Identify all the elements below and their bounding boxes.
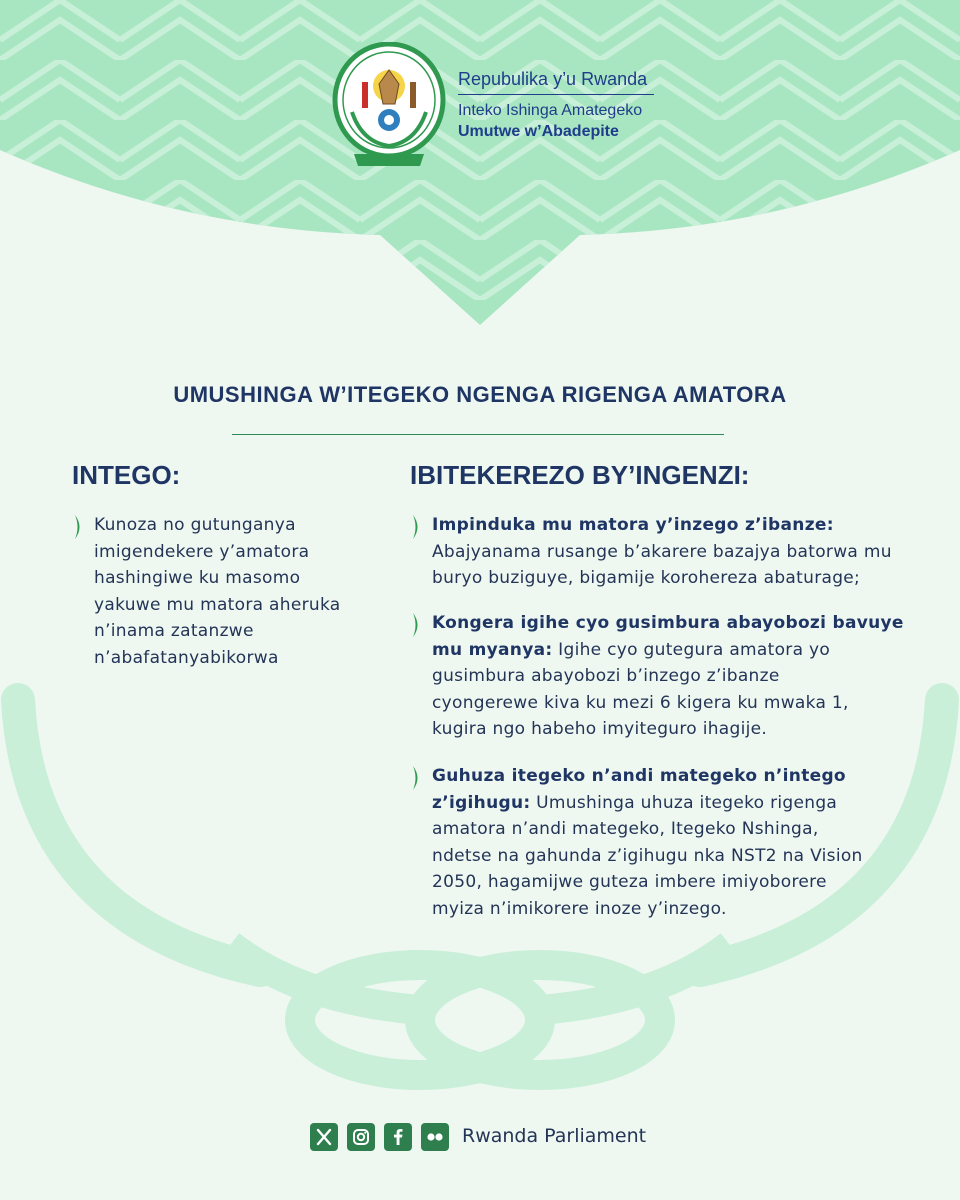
x-icon[interactable] bbox=[310, 1123, 338, 1151]
bullet-mark-icon bbox=[72, 514, 84, 540]
facebook-icon[interactable] bbox=[384, 1123, 412, 1151]
intego-heading: INTEGO: bbox=[72, 460, 181, 490]
header-country: Repubulika y’u Rwanda bbox=[458, 69, 648, 89]
intego-line: n’abafatanyabikorwa bbox=[94, 647, 279, 668]
intego-line: Kunoza no gutunganya bbox=[94, 515, 296, 535]
coat-of-arms-emblem bbox=[332, 42, 446, 172]
item-line: Abajyanama rusange b’akarere bazajya batorwa mu bbox=[432, 541, 892, 562]
intego-line: yakuwe mu matora aheruka bbox=[94, 594, 341, 615]
item-line: gusimbura abayobozi b’inzego z’ibanze bbox=[432, 666, 780, 686]
item-line: myiza n’imikorere inoze y’inzego. bbox=[432, 898, 727, 919]
item-label-cont: mu myanya: bbox=[432, 639, 553, 660]
page-title: UMUSHINGA W’ITEGEKO NGENGA RIGENGA AMATORA bbox=[173, 382, 787, 407]
item-line: kugira ngo habeho imyiteguro ihagije. bbox=[432, 719, 768, 739]
item-line: buryo buziguye, bigamije korohereza abaturage; bbox=[432, 568, 861, 588]
ibitekerezo-text-2 bbox=[432, 610, 904, 743]
item-label: Kongera igihe cyo gusimbura abayobozi bavuye bbox=[432, 613, 904, 633]
ibitekerezo-heading: IBITEKEREZO BY’INGENZI: bbox=[410, 460, 750, 490]
header bbox=[332, 42, 672, 172]
bullet-mark-icon bbox=[410, 514, 422, 540]
footer bbox=[310, 1123, 670, 1153]
intego-text bbox=[94, 512, 341, 671]
bullet-mark-icon bbox=[410, 765, 422, 791]
header-text bbox=[458, 68, 668, 143]
instagram-icon[interactable] bbox=[347, 1123, 375, 1151]
item-line: 2050, hagamijwe guteza imbere imiyoborere bbox=[432, 872, 827, 892]
item-text: Umushinga uhuza itegeko rigenga bbox=[530, 792, 838, 813]
bullet-mark-icon bbox=[410, 612, 422, 638]
header-parliament: Inteko Ishinga Amategeko bbox=[458, 102, 643, 119]
header-chamber: Umutwe w’Abadepite bbox=[458, 123, 619, 140]
flickr-icon[interactable] bbox=[421, 1123, 449, 1151]
footer-account-name: Rwanda Parliament bbox=[462, 1125, 647, 1147]
item-text: Igihe cyo gutegura amatora yo bbox=[552, 639, 831, 660]
item-label: Impinduka mu matora y’inzego z’ibanze: bbox=[432, 515, 834, 535]
intego-line: n’inama zatanzwe bbox=[94, 621, 254, 641]
item-line: amatora n’andi mategeko, Itegeko Nshinga, bbox=[432, 819, 819, 839]
item-line: ndetse na gahunda z’igihugu nka NST2 na Vision bbox=[432, 845, 863, 866]
intego-line: imigendekere y’amatora bbox=[94, 541, 310, 562]
title-divider bbox=[232, 434, 724, 435]
item-label-cont: z’igihugu: bbox=[432, 792, 531, 813]
intego-line: hashingiwe ku masomo bbox=[94, 568, 301, 588]
item-line: cyongerewe kiva ku mezi 6 kigera ku mwaka 1, bbox=[432, 692, 849, 713]
item-label: Guhuza itegeko n’andi mategeko n’intego bbox=[432, 766, 846, 786]
header-divider bbox=[458, 94, 654, 95]
ibitekerezo-text-1 bbox=[432, 512, 892, 592]
ibitekerezo-text-3 bbox=[432, 763, 863, 922]
